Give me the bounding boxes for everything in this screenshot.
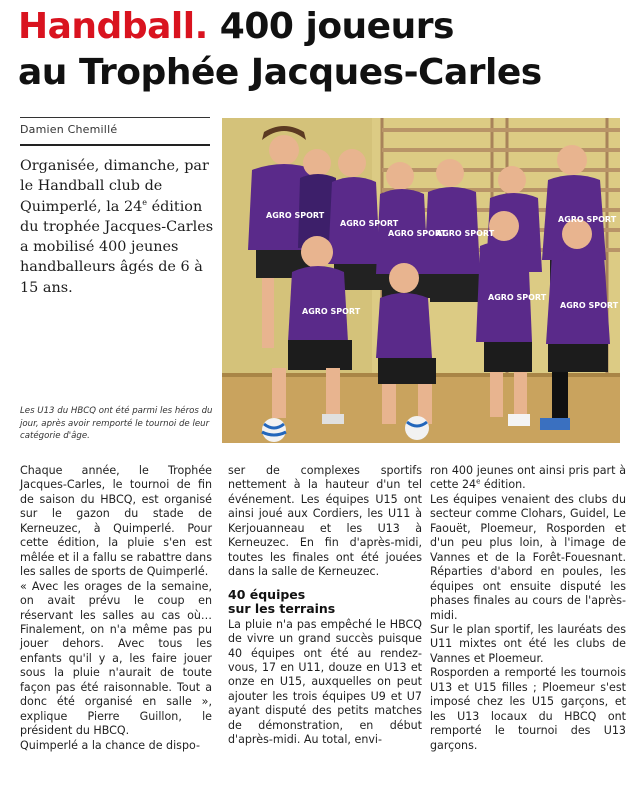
body-paragraph: La pluie n'a pas empêché le HBCQ de vivre un grand succès puisque 40 équipes ont été au rendez-vous, 17 en U11, douze en U13 et onze en U15, auxquelles on peut ajouter les trois équipes U9 et U7 ayant disputé des petits matches de démonstration, en début d'après-midi. Au total, envi- [228,617,422,747]
lead-paragraph [20,156,215,298]
lead-text-after: édition du trophée Jacques-Carles a mobilisé 400 jeunes handballeurs âgés de 6 à 15 ans. [20,198,214,296]
jersey-label: AGRO SPORT [560,301,619,310]
subheading-line2: sur les terrains [228,600,336,616]
jersey-label: AGRO SPORT [266,211,325,220]
body-column-3 [430,464,626,753]
ordinal-sup: e [476,477,481,486]
headline-title-line1: 400 joueurs [219,6,454,47]
team-photo-illustration [222,118,620,443]
byline-rule-bottom [20,144,210,146]
jersey-label: AGRO SPORT [340,219,399,228]
body-column-2 [228,464,422,748]
body-paragraph: Quimperlé a la chance de dispo- [20,738,200,752]
team-photo [222,118,620,443]
byline-author: Damien Chemillé [20,123,118,136]
byline-rule-top [20,117,210,118]
headline [18,4,633,96]
body-paragraph: Chaque année, le Trophée Jacques-Carles, le tournoi de fin de saison du HBCQ, est organisé sur le gazon du stade de Kerneuzec, à Quimperlé. Pour cette édition, la pluie s'en est mêlée et il a fallu se rabattre dans les salles de sports de Quimperlé. [20,464,212,579]
subheading [228,588,422,616]
lead-ordinal-sup: e [142,197,147,207]
body-paragraph: Rosporden a remporté les tournois U13 et U15 filles ; Ploemeur s'est imposé chez les U15 garçons, et les U13 locaux du HBCQ ont remporté le tournoi des U13 garçons. [430,666,626,752]
body-column-1 [20,464,212,753]
jersey-label: AGRO SPORT [488,293,547,302]
headline-kicker: Handball. [18,6,208,47]
jersey-label: AGRO SPORT [436,229,495,238]
photo-caption: Les U13 du HBCQ ont été parmi les héros du jour, après avoir remporté le tournoi de leur catégorie d'âge. [20,406,213,441]
body-paragraph: « Avec les orages de la semaine, on avait prévu le coup en réservant les salles au cas où… Finalement, on n'a même pas pu jouer dehors. Avec tous les enfants qu'il y a, les faire jouer sous la pluie n'aurait de toute façon pas été raisonnable. Tout a donc été organisé en salle », explique Pierre Guillon, le président du HBCQ. [20,579,212,738]
jersey-label: AGRO SPORT [558,215,617,224]
jersey-label: AGRO SPORT [302,307,361,316]
subheading-line1: 40 équipes [228,586,306,602]
jersey-label: AGRO SPORT [388,229,447,238]
body-paragraph: ser de complexes sportifs nettement à la hauteur d'un tel événement. Les équipes U15 ont ainsi joué aux Cordiers, les U11 à Kerjouanneau et les U13 à Kerneuzec. En fin d'après-midi, toutes les finales ont été jouées dans la salle de Kerneuzec. [228,464,422,579]
lead-text-before: Organisée, dimanche, par le Handball club de Quimperlé, la 24 [20,158,209,215]
headline-title-line2: au Trophée Jacques-Carles [18,52,542,93]
body-paragraph: Les équipes venaient des clubs du secteur comme Clohars, Guidel, Le Faouët, Ploemeur, Rosporden et d'un peu plus loin, à l'image de Vannes et de la Forêt-Fouesnant. Réparties d'abord en poules, les équipes ont ensuite disputé les phases finales au cours de l'après-midi. [430,492,626,622]
body-paragraph: Sur le plan sportif, les lauréats des U11 mixtes ont été les clubs de Vannes et Ploemeur. [430,622,626,665]
body-paragraph: ron 400 jeunes ont ainsi pris part à cette 24e édition. [430,464,626,492]
edition-end: édition. [480,478,526,492]
